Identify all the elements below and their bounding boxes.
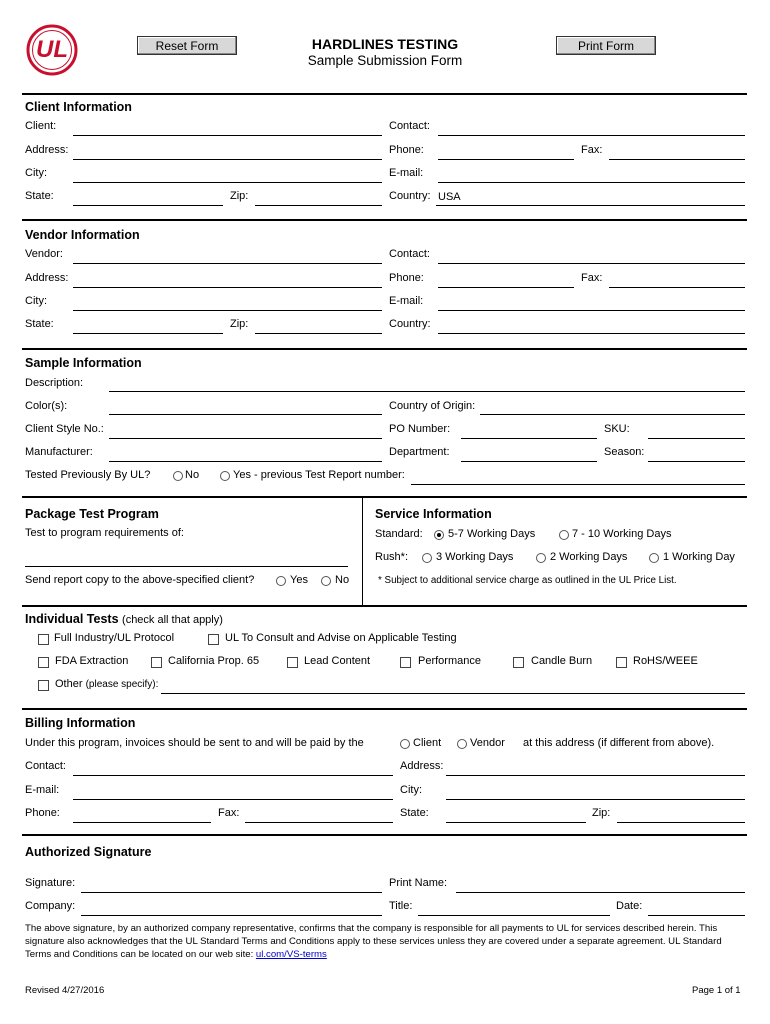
vendor-phone-field[interactable] — [438, 274, 574, 288]
colors-label: Color(s): — [25, 400, 68, 412]
vendor-state-label: State: — [25, 318, 54, 330]
vendor-country-label: Country: — [389, 318, 431, 330]
manufacturer-field[interactable] — [109, 448, 382, 462]
other-specify-field[interactable] — [161, 680, 745, 694]
performance-checkbox[interactable] — [400, 657, 411, 668]
description-field[interactable] — [109, 378, 745, 392]
client-field[interactable] — [73, 122, 382, 136]
vendor-info-heading: Vendor Information — [25, 228, 140, 242]
department-field[interactable] — [461, 448, 597, 462]
service-info-heading: Service Information — [375, 507, 492, 521]
billing-contact-label: Contact: — [25, 760, 66, 772]
rush-surcharge-note: * Subject to additional service charge as outlined in the UL Price List. — [378, 575, 677, 586]
company-field[interactable] — [81, 902, 382, 916]
requirements-field[interactable] — [25, 553, 348, 567]
vendor-contact-label: Contact: — [389, 248, 430, 260]
sku-field[interactable] — [648, 425, 745, 439]
client-zip-field[interactable] — [255, 192, 382, 206]
client-contact-field[interactable] — [438, 122, 745, 136]
tested-previously-label: Tested Previously By UL? — [25, 469, 151, 481]
ul-logo — [26, 24, 78, 76]
client-fax-label: Fax: — [581, 144, 603, 156]
tested-yes-radio[interactable] — [220, 471, 230, 481]
individual-tests-heading — [25, 612, 223, 626]
terms-notice — [25, 922, 747, 961]
billing-intro-text: Under this program, invoices should be sent to and will be paid by the — [25, 737, 364, 749]
print-name-label: Print Name: — [389, 877, 448, 889]
form-subtitle: Sample Submission Form — [307, 53, 463, 68]
date-field[interactable] — [648, 902, 745, 916]
style-label: Client Style No.: — [25, 423, 104, 435]
send-no-radio[interactable] — [321, 576, 331, 586]
terms-link[interactable]: ul.com/VS-terms — [255, 949, 327, 960]
client-label: Client: — [25, 120, 57, 132]
vendor-fax-field[interactable] — [609, 274, 745, 288]
lead-label: Lead Content — [304, 655, 371, 667]
client-state-label: State: — [25, 190, 54, 202]
fda-label: FDA Extraction — [55, 655, 129, 667]
client-email-label: E-mail: — [389, 167, 424, 179]
vendor-zip-field[interactable] — [255, 320, 382, 334]
vendor-address-label: Address: — [25, 272, 69, 284]
performance-label: Performance — [418, 655, 481, 667]
revised-date: Revised 4/27/2016 — [25, 985, 105, 996]
sku-label: SKU: — [604, 423, 630, 435]
client-address-field[interactable] — [73, 146, 382, 160]
client-country-field[interactable]: USA — [436, 190, 745, 206]
form-title: HARDLINES TESTING — [311, 36, 459, 52]
vendor-label: Vendor: — [25, 248, 63, 260]
vendor-zip-label: Zip: — [230, 318, 249, 330]
send-yes-radio[interactable] — [276, 576, 286, 586]
other-label-text: Other — [55, 678, 83, 690]
vendor-fax-label: Fax: — [581, 272, 603, 284]
ul-logo-text: UL — [36, 36, 68, 63]
billing-email-label: E-mail: — [25, 784, 60, 796]
client-fax-field[interactable] — [609, 146, 745, 160]
vendor-country-field[interactable] — [438, 320, 745, 334]
manufacturer-label: Manufacturer: — [25, 446, 93, 458]
vendor-city-label: City: — [25, 295, 47, 307]
origin-field[interactable] — [480, 401, 745, 415]
previous-report-field[interactable] — [411, 471, 745, 485]
po-field[interactable] — [461, 425, 597, 439]
tested-no-radio[interactable] — [173, 471, 183, 481]
style-field[interactable] — [109, 425, 382, 439]
billing-phone-label: Phone: — [25, 807, 60, 819]
page-number: Page 1 of 1 — [692, 985, 741, 996]
requirements-label: Test to program requirements of: — [25, 527, 184, 539]
client-phone-label: Phone: — [389, 144, 424, 156]
standard-label: Standard: — [375, 528, 423, 540]
billing-address-note: at this address (if different from above). — [523, 737, 715, 749]
billing-vendor-radio[interactable] — [457, 739, 467, 749]
rush-label: Rush*: — [375, 551, 409, 563]
individual-tests-note: (check all that apply) — [122, 614, 223, 626]
individual-tests-title: Individual Tests — [25, 612, 119, 626]
tested-no-label: No — [185, 469, 200, 481]
signature-field[interactable] — [81, 879, 382, 893]
candle-checkbox[interactable] — [513, 657, 524, 668]
billing-client-label: Client — [413, 737, 442, 749]
rush-2-label: 2 Working Days — [550, 551, 628, 563]
signature-label: Signature: — [25, 877, 76, 889]
vendor-phone-label: Phone: — [389, 272, 424, 284]
billing-city-field[interactable] — [446, 786, 745, 800]
season-label: Season: — [604, 446, 645, 458]
standard-5-7-radio[interactable] — [434, 530, 444, 540]
billing-fax-label: Fax: — [218, 807, 240, 819]
ul-consult-checkbox[interactable] — [208, 634, 219, 645]
company-label: Company: — [25, 900, 76, 912]
section-divider-vertical — [362, 497, 363, 605]
vendor-state-field[interactable] — [73, 320, 223, 334]
client-city-field[interactable] — [73, 169, 382, 183]
vendor-email-label: E-mail: — [389, 295, 424, 307]
billing-address-field[interactable] — [446, 762, 745, 776]
full-industry-label: Full Industry/UL Protocol — [54, 632, 175, 644]
billing-zip-label: Zip: — [592, 807, 611, 819]
tested-yes-label: Yes - previous Test Report number: — [233, 469, 405, 481]
department-label: Department: — [389, 446, 450, 458]
other-label — [55, 678, 158, 690]
billing-client-radio[interactable] — [400, 739, 410, 749]
billing-address-label: Address: — [400, 760, 444, 772]
client-phone-field[interactable] — [438, 146, 574, 160]
lead-checkbox[interactable] — [287, 657, 298, 668]
standard-7-10-label: 7 - 10 Working Days — [572, 528, 672, 540]
billing-email-field[interactable] — [73, 786, 393, 800]
package-test-heading: Package Test Program — [25, 507, 159, 521]
reset-form-button[interactable]: Reset Form — [137, 36, 237, 55]
vendor-email-field[interactable] — [438, 297, 745, 311]
print-name-field[interactable] — [456, 879, 745, 893]
prop65-checkbox[interactable] — [151, 657, 162, 668]
description-label: Description: — [25, 377, 84, 389]
candle-label: Candle Burn — [531, 655, 593, 667]
client-address-label: Address: — [25, 144, 69, 156]
standard-7-10-radio[interactable] — [559, 530, 569, 540]
billing-zip-field[interactable] — [617, 809, 745, 823]
vendor-contact-field[interactable] — [438, 250, 745, 264]
title-label: Title: — [389, 900, 413, 912]
client-city-label: City: — [25, 167, 47, 179]
full-industry-checkbox[interactable] — [38, 634, 49, 645]
authorized-signature-heading: Authorized Signature — [25, 845, 152, 859]
terms-notice-text: The above signature, by an authorized company representative, confirms that the company is responsible for all payments to UL for services described herein. This signature also acknowledges that the UL Standard Terms and Conditions apply to these services unless they are covered under a separate agreement. UL Standard Terms and Conditions can be located on our web site: — [25, 923, 722, 960]
billing-info-heading: Billing Information — [25, 716, 136, 730]
client-state-field[interactable] — [73, 192, 223, 206]
rush-3-radio[interactable] — [422, 553, 432, 563]
vendor-field[interactable] — [73, 250, 382, 264]
prop65-label: California Prop. 65 — [168, 655, 260, 667]
ul-consult-label: UL To Consult and Advise on Applicable Testing — [225, 632, 457, 644]
billing-state-label: State: — [400, 807, 429, 819]
rush-3-label: 3 Working Days — [436, 551, 514, 563]
vendor-city-field[interactable] — [73, 297, 382, 311]
billing-phone-field[interactable] — [73, 809, 211, 823]
vendor-address-field[interactable] — [73, 274, 382, 288]
client-country-label: Country: — [389, 190, 431, 202]
origin-label: Country of Origin: — [389, 400, 476, 412]
client-info-heading: Client Information — [25, 100, 132, 114]
other-label-note: (please specify): — [85, 679, 159, 690]
rohs-checkbox[interactable] — [616, 657, 627, 668]
send-yes-label: Yes — [290, 574, 308, 586]
rush-2-radio[interactable] — [536, 553, 546, 563]
client-zip-label: Zip: — [230, 190, 249, 202]
other-checkbox[interactable] — [38, 680, 49, 691]
standard-5-7-label: 5-7 Working Days — [448, 528, 536, 540]
season-field[interactable] — [648, 448, 745, 462]
print-form-button[interactable]: Print Form — [556, 36, 656, 55]
billing-contact-field[interactable] — [73, 762, 393, 776]
client-email-field[interactable] — [438, 169, 745, 183]
fda-checkbox[interactable] — [38, 657, 49, 668]
billing-state-field[interactable] — [446, 809, 586, 823]
send-report-label: Send report copy to the above-specified client? — [25, 574, 255, 586]
rush-1-radio[interactable] — [649, 553, 659, 563]
send-no-label: No — [335, 574, 350, 586]
rush-1-label: 1 Working Day — [663, 551, 735, 563]
billing-vendor-label: Vendor — [470, 737, 505, 749]
sample-info-heading: Sample Information — [25, 356, 142, 370]
po-label: PO Number: — [389, 423, 451, 435]
title-field[interactable] — [418, 902, 610, 916]
rohs-label: RoHS/WEEE — [633, 655, 698, 667]
billing-city-label: City: — [400, 784, 422, 796]
client-contact-label: Contact: — [389, 120, 430, 132]
date-label: Date: — [616, 900, 643, 912]
billing-fax-field[interactable] — [245, 809, 393, 823]
colors-field[interactable] — [109, 401, 382, 415]
